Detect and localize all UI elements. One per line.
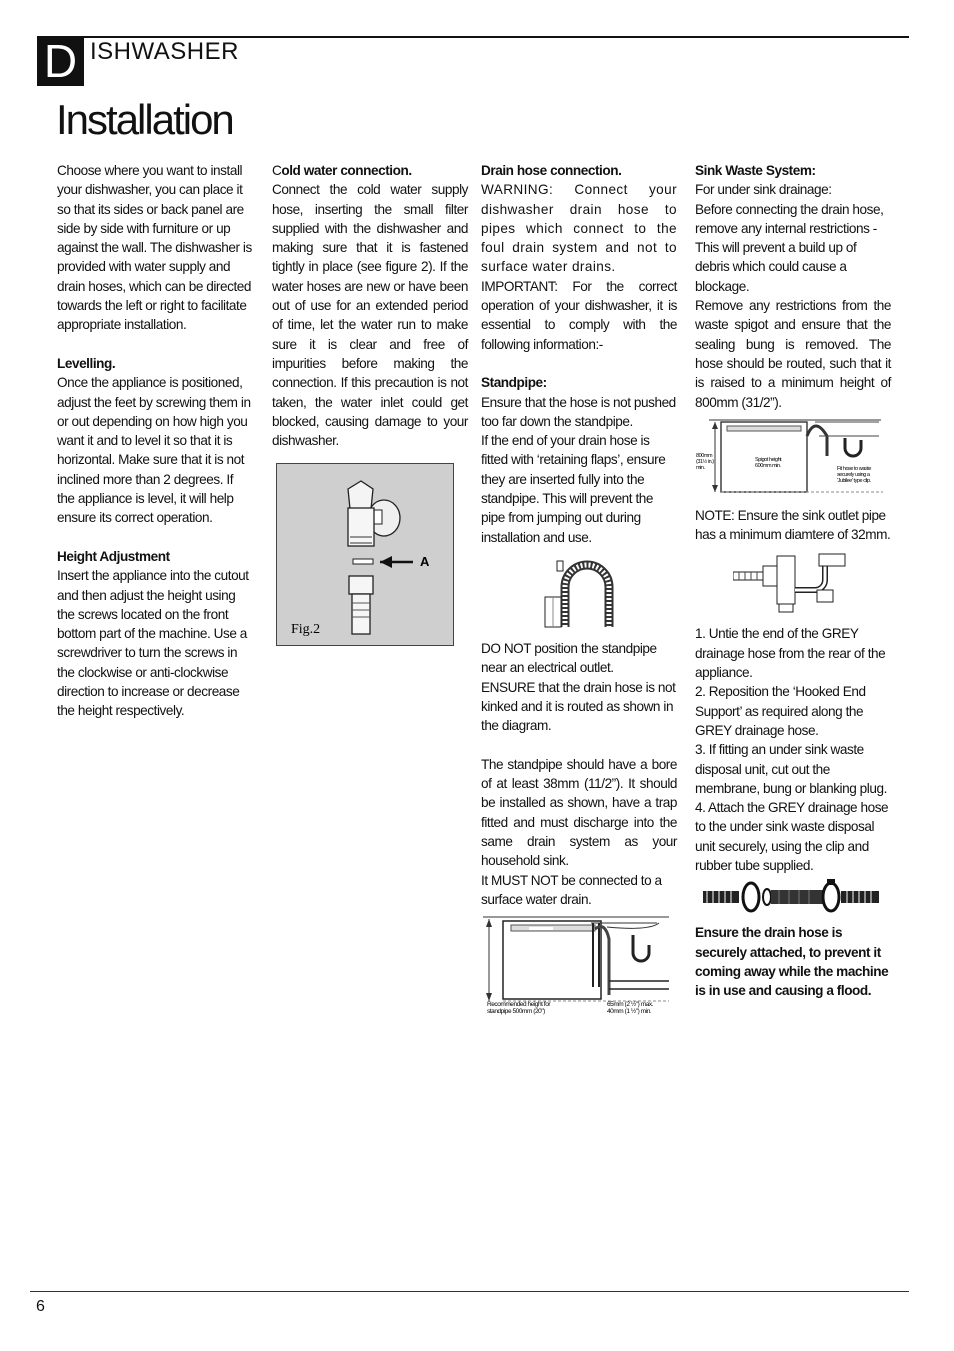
standpipe-text-1: Ensure that the hose is not pushed too far down the standpipe. [481,394,676,429]
step-2: 2. Reposition the ‘Hooked End Support’ as required along the GREY drainage hose. [695,684,866,738]
levelling-text: Once the appliance is positioned, adjust the feet by screwing them in or out depending on how high you want it and to level it so that it is horizontal. Make sure that it is not inclined more than 2 degrees. If the appliance is level, it will help ensure its correct operation. [57,375,251,526]
standpipe-left-label-1: Recommended height for [487,1001,551,1009]
sink-text-2: Remove any restrictions from the waste spigot and ensure that the sealing bung is removed. The hose should be routed, such that it is raised to a minimum height of 800mm (31/2”). [695,298,891,410]
page-title: Installation [56,96,233,143]
figure-2-tap-filter [276,463,454,646]
step-4: 4. Attach the GREY drainage hose to the under sink waste disposal unit securely, using the clip and rubber tube supplied. [695,800,889,874]
cold-water-heading: old water connection. [281,163,412,178]
under-sink-diagram [695,418,891,500]
hose-clip-diagram [701,879,891,915]
outlet-text: DO NOT position the standpipe near an electrical outlet. [481,640,657,676]
height-text: Insert the appliance into the cutout and then adjust the height using the screws located on the front bottom part of the machine. Use a screwdriver to turn the screws in the clockwise or anti-clockwise direction to increase or decrease the height respectively. [57,568,249,719]
height-heading: Height Adjustment [57,548,170,564]
step-3: 3. If fitting an under sink waste disposal unit, cut out the membrane, bung or blanking plug. [695,742,887,796]
sink-diagram-left-2: (31½ in.) [696,458,714,465]
figure-2-caption: Fig.2 [291,622,321,637]
intro-text: Choose where you want to install your dishwasher, you can place it so that its sides or back panel are side by side with furniture or up against the wall. The dishwasher is provided with water supply and drain hoses, which can be directed towards the left or right to facilitate appropriate installation. [57,163,252,333]
column-3 [481,161,677,1017]
sink-diagram-mid-2: 600mm min. [755,462,781,469]
step-1: 1. Untie the end of the GREY drainage hose from the rear of the appliance. [695,626,886,681]
sink-diagram-right-3: 'Jubilee' type clip. [837,477,871,484]
drain-warning-text: WARNING: Connect your dishwasher drain hose to pipes which connect to the foul drain system and not to surface water drains. [481,182,677,275]
section-title: ISHWASHER [90,38,239,65]
standpipe-left-label-2: standpipe 500mm (20") [487,1008,545,1016]
hooked-end-diagram [543,557,677,629]
secure-hose-warning: Ensure the drain hose is securely attached, to prevent it coming away while the machine is in use and causing a flood. [695,925,889,999]
levelling-heading: Levelling. [57,355,116,371]
standpipe-installation-diagram [481,915,677,1017]
sink-note-text: NOTE: Ensure the sink outlet pipe has a minimum diamtere of 32mm. [695,507,891,543]
footer-rule [30,1291,909,1292]
cold-water-heading-initial: C [272,163,282,178]
column-1 [57,161,253,721]
sink-waste-heading: Sink Waste System: [695,163,816,178]
cold-water-text: Connect the cold water supply hose, inserting the small filter supplied with the dishwasher and making sure that it is fastened tightly in place (see figure 2). If the water hoses are new or have been out of use for an extended period of time, let the water run to make sure it is clear and free of impurities before making the connection. If this precaution is not taken, the water inlet could get blocked, causing damage to your dishwasher. [272,182,468,449]
figure-2-label-a: A [420,554,430,569]
sink-text-1: Before connecting the drain hose, remove any internal restrictions - This will prevent a build up of debris which could cause a blockage. [695,201,884,294]
page-number: 6 [36,1298,45,1315]
bore-text: The standpipe should have a bore of at least 38mm (11/2”). It should be installed as shown, have a trap fitted and must discharge into the same drain system as your household sink. [481,756,677,869]
standpipe-right-label-2: 40mm (1 ½") min. [607,1008,652,1016]
under-sink-text: For under sink drainage: [695,182,832,198]
waste-trap-diagram [733,550,891,614]
surface-drain-text: It MUST NOT be connected to a surface water drain. [481,872,662,907]
standpipe-text-2: If the end of your drain hose is fitted with ‘retaining flaps’, ensure they are inserted fully into the standpipe. This will prevent the pipe from jumping out during installation and use. [481,433,666,545]
kinked-text: ENSURE that the drain hose is not kinked and it is routed as shown in the diagram. [481,679,676,734]
section-initial: D [37,36,84,86]
drain-important-text: IMPORTANT: For the correct operation of your dishwasher, it is essential to comply with the following information:- [481,278,677,352]
column-4 [695,161,891,1001]
sink-diagram-left-3: min. [696,464,705,471]
sink-diagram-left-1: 800mm [696,452,713,459]
sink-diagram-right-2: securely using a [837,471,870,478]
column-2 [272,161,468,450]
sink-diagram-mid-1: Spigot height [755,456,782,463]
sink-diagram-right-1: Fit hose to waste [837,465,871,472]
drain-hose-heading: Drain hose connection. [481,163,622,178]
standpipe-heading: Standpipe: [481,375,547,391]
standpipe-right-label-1: 65mm (2 ½") max. [607,1001,654,1009]
